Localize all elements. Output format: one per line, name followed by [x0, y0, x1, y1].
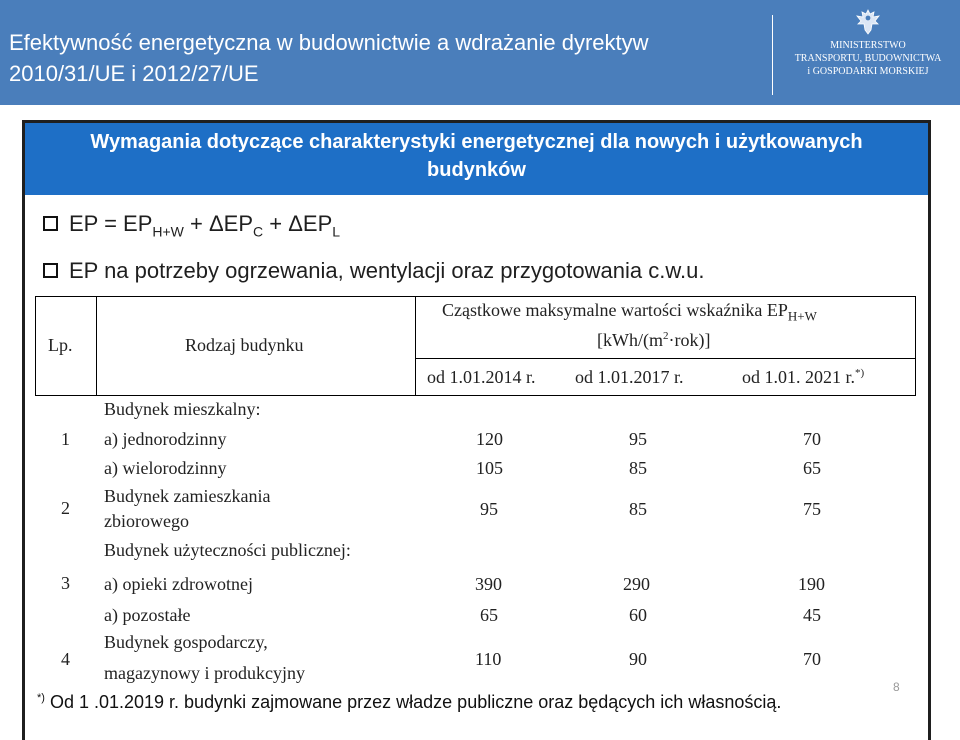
value-cell: 65 [480, 605, 498, 625]
footnote-mark: *) [37, 692, 45, 704]
row-number: 1 [61, 429, 70, 449]
date-header-2017: od 1.01.2017 r. [575, 367, 684, 387]
table-border-left [35, 296, 36, 396]
value-cell: 95 [480, 499, 498, 519]
value-cell: 70 [803, 649, 821, 669]
banner-line-2: budynków [427, 159, 526, 181]
note-text: EP na potrzeby ogrzewania, wentylacji oraz przygotowania c.w.u. [69, 258, 705, 283]
row-number: 2 [61, 498, 70, 518]
section-banner [25, 123, 928, 195]
value-cell: 120 [476, 429, 503, 449]
row-title: Budynek mieszkalny: [104, 399, 261, 419]
row-label: a) wielorodzinny [104, 458, 227, 478]
value-cell: 390 [475, 574, 502, 594]
value-cell: 95 [629, 429, 647, 449]
row-title: Budynek użyteczności publicznej: [104, 540, 351, 560]
ministry-name-line: MINISTERSTWO [830, 40, 906, 51]
eagle-emblem-icon [855, 8, 881, 36]
value-cell: 290 [623, 574, 650, 594]
row-title: Budynek gospodarczy, [104, 632, 268, 652]
checkbox-bullet-icon [43, 216, 58, 231]
value-cell: 90 [629, 649, 647, 669]
value-cell: 45 [803, 605, 821, 625]
presentation-title: Efektywność energetyczna w budownictwie a wdrażanie dyrektyw 2010/31/UE i 2012/27/UE [9, 30, 649, 86]
table-header-divider [415, 358, 915, 359]
row-title: Budynek zamieszkania [104, 486, 271, 506]
row-label: a) opieki zdrowotnej [104, 574, 253, 594]
footnote [37, 692, 781, 713]
ministry-name-line: TRANSPORTU, BUDOWNICTWA [794, 53, 942, 64]
ministry-name-line: i GOSPODARKI MORSKIEJ [807, 66, 929, 77]
value-cell: 65 [803, 458, 821, 478]
row-number: 3 [61, 573, 70, 593]
row-number: 4 [61, 649, 70, 669]
value-cell: 190 [798, 574, 825, 594]
banner-line-1: Wymagania dotyczące charakterystyki energetycznej dla nowych i użytkowanych [90, 131, 863, 153]
value-cell: 110 [475, 649, 502, 669]
formula-text: EP = $EP_{H+W} + \Delta EP_C + \Delta EP_L$ [69, 211, 341, 240]
value-cell: 105 [476, 458, 503, 478]
value-cell: 60 [629, 605, 647, 625]
table-col-divider [96, 296, 97, 396]
column-header-lp: Lp. [48, 335, 73, 355]
checkbox-bullet-icon [43, 263, 58, 278]
table-header-bottom [35, 395, 915, 396]
page-number: 8 [893, 680, 900, 694]
row-title: zbiorowego [104, 511, 189, 531]
ministry-logo [782, 8, 954, 78]
value-cell: 75 [803, 499, 821, 519]
date-header-2021: od 1.01. 2021 r.*) [742, 367, 865, 387]
footnote-text: Od 1 .01.2019 r. budynki zajmowane przez władze publiczne oraz będących ich własnością. [44, 692, 782, 712]
date-header-2014: od 1.01.2014 r. [427, 367, 536, 387]
value-cell: 85 [629, 458, 647, 478]
value-cell: 70 [803, 429, 821, 449]
table-border-right [915, 296, 916, 396]
column-header-building-type: Rodzaj budynku [185, 335, 304, 355]
value-cell: 85 [629, 499, 647, 519]
header-divider [772, 15, 773, 95]
column-header-unit: $[kWh/(m^2\cdot rok)]$ [597, 330, 711, 350]
table-col-divider [415, 296, 416, 396]
table-border-top [35, 296, 915, 297]
row-title: magazynowy i produkcyjny [104, 663, 305, 683]
row-label: a) pozostałe [104, 605, 191, 625]
column-header-indicator: Cząstkowe maksymalne wartości wskaźnika $EP_{H+W}$ [442, 300, 817, 324]
row-label: a) jednorodzinny [104, 429, 227, 449]
